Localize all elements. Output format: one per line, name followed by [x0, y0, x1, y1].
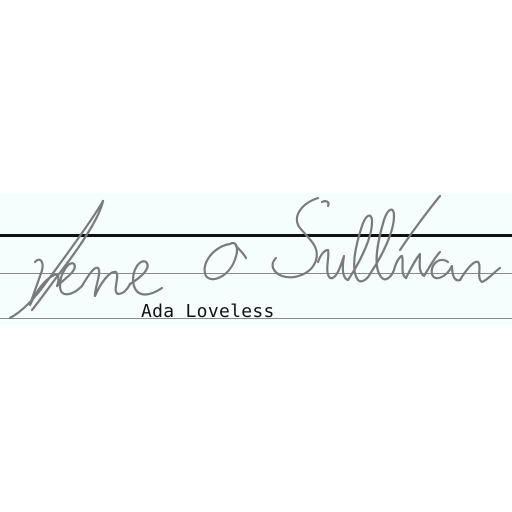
- printed-name: Ada Loveless: [141, 301, 275, 322]
